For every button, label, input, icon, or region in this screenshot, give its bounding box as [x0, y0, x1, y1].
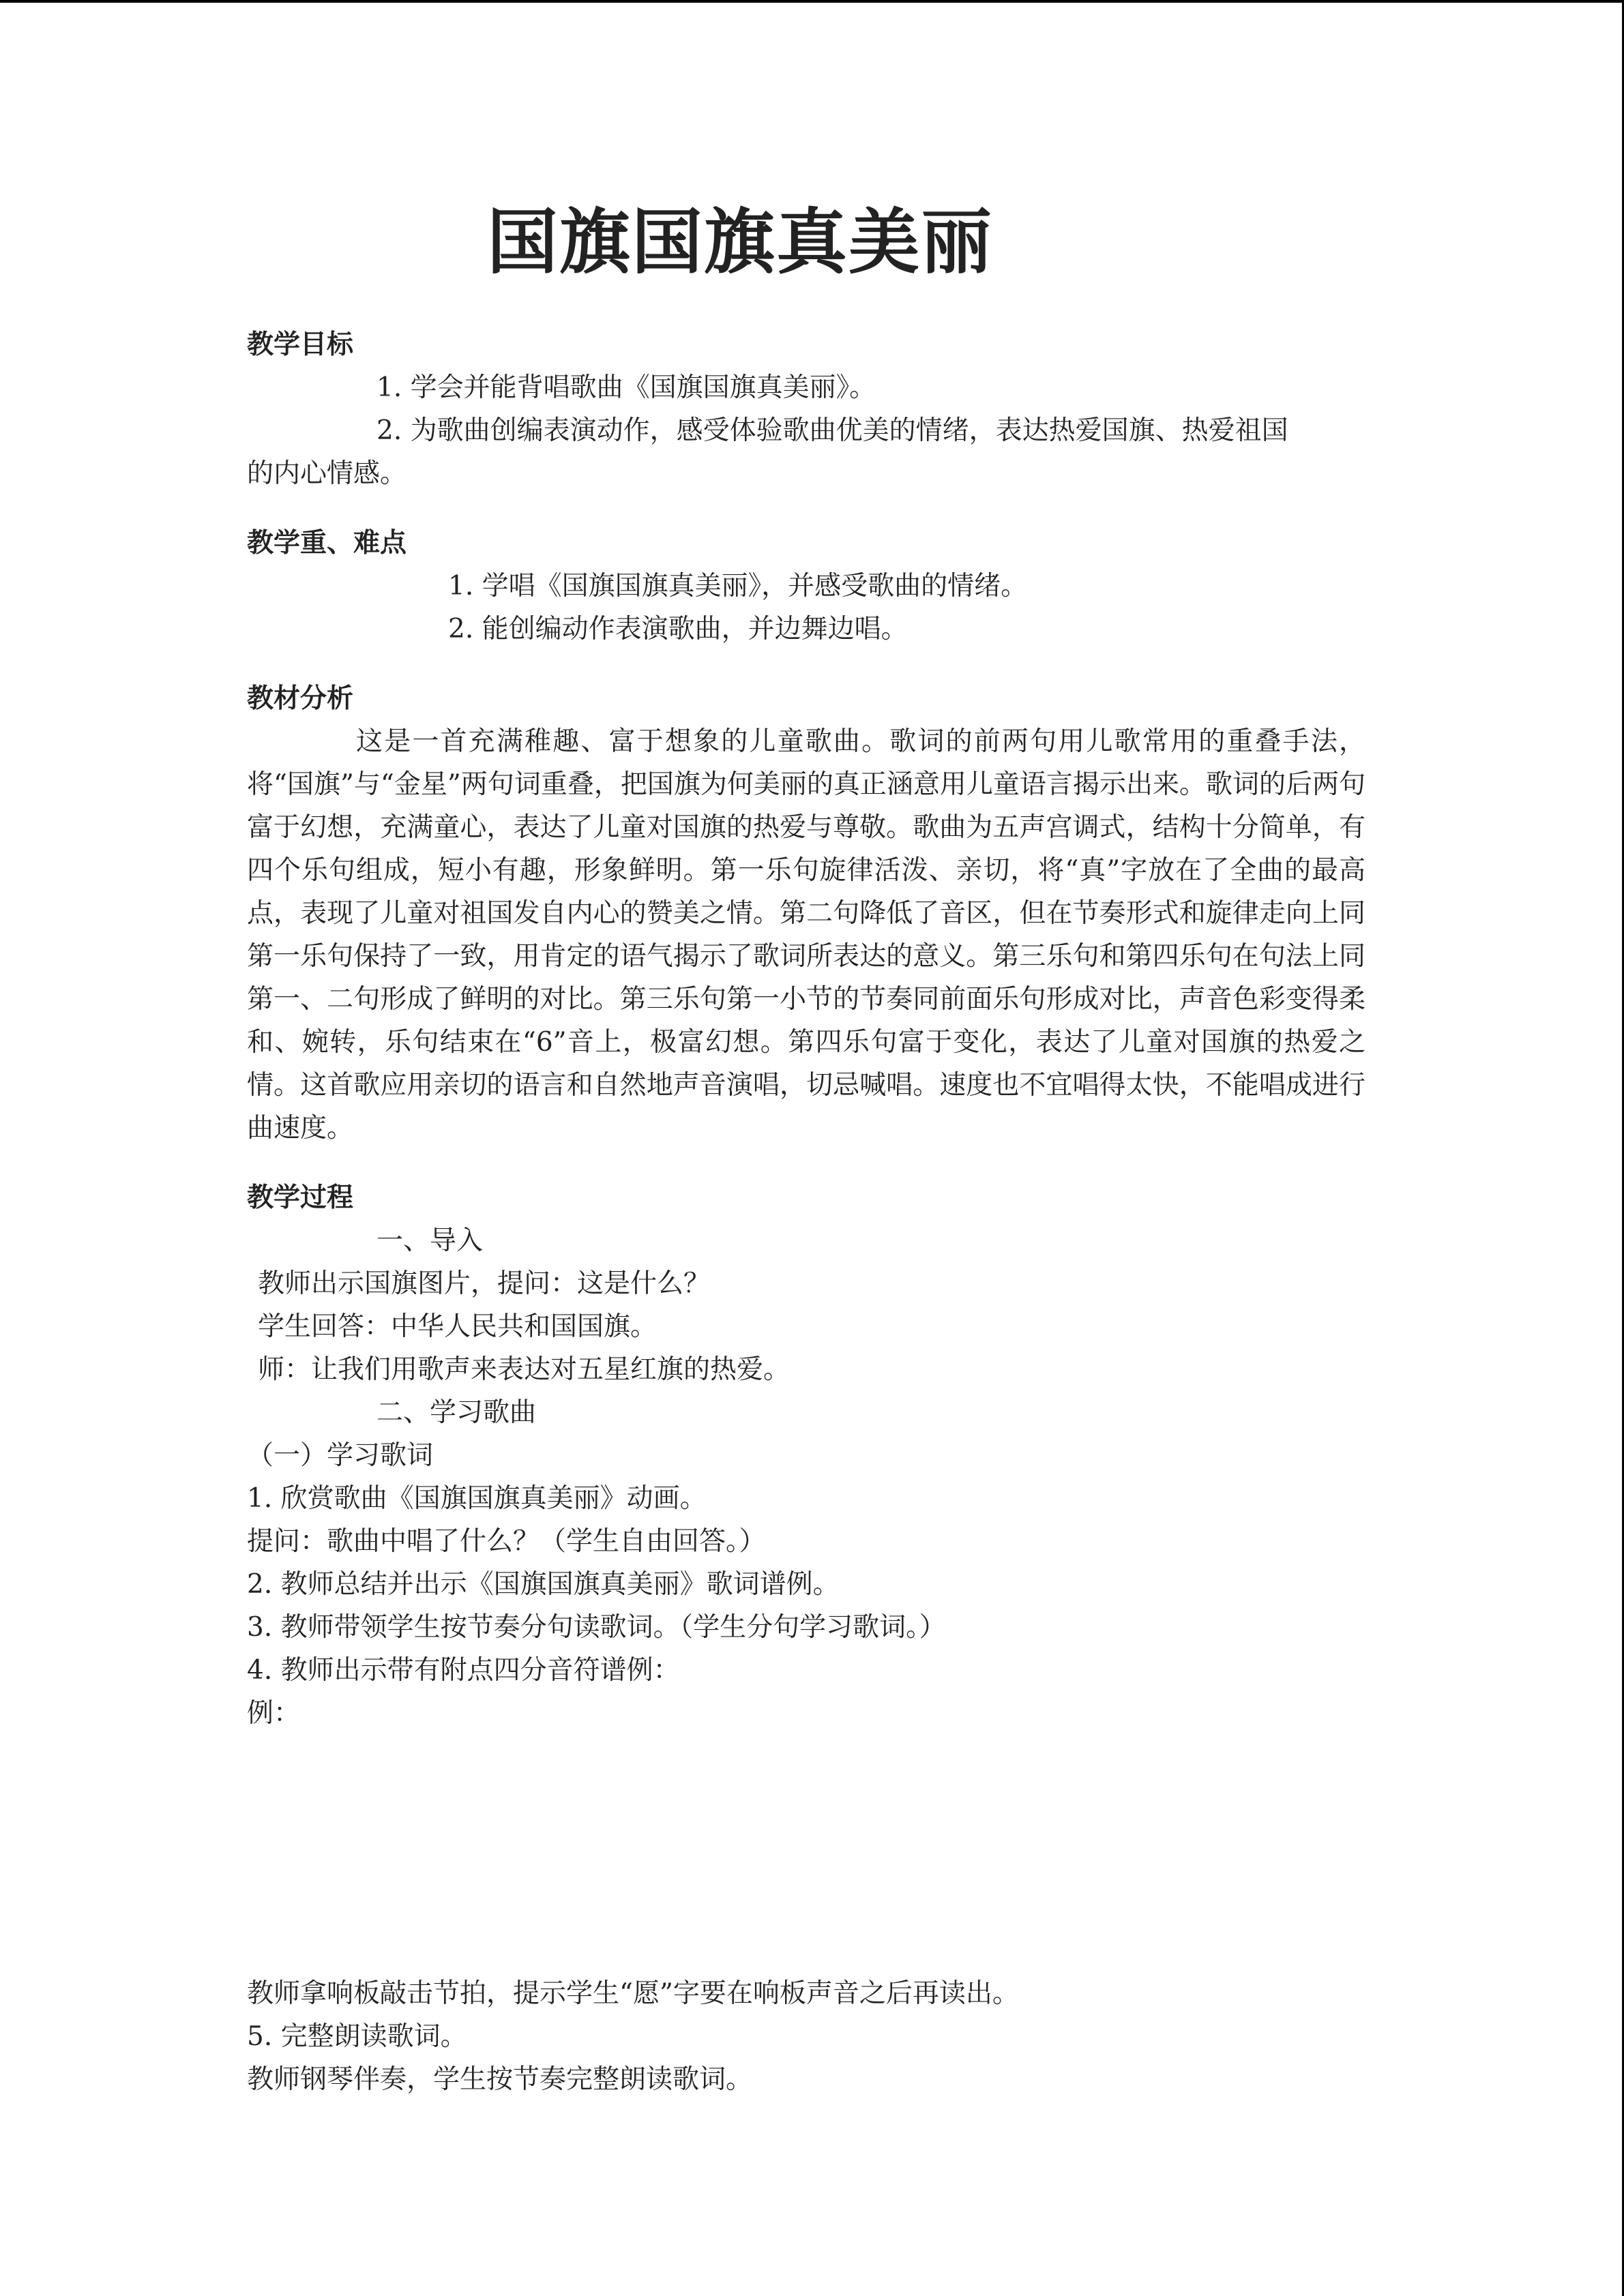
process-line: 教师出示国旗图片，提问：这是什么？ [258, 1268, 711, 1299]
top-border [0, 0, 1624, 3]
process-line: 1. 欣赏歌曲《国旗国旗真美丽》动画。 [247, 1483, 707, 1514]
process-line: 3. 教师带领学生按节奏分句读歌词。（学生分句学习歌词。） [247, 1612, 946, 1643]
process-line: 4. 教师出示带有附点四分音符谱例： [247, 1655, 680, 1686]
process-line: 5. 完整朗读歌词。 [247, 2021, 467, 2052]
process-line: 教师钢琴伴奏，学生按节奏完整朗读歌词。 [247, 2064, 753, 2095]
key-point-1: 1. 学唱《国旗国旗真美丽》，并感受歌曲的情绪。 [448, 571, 1028, 601]
process-step-learn: 二、学习歌曲 [377, 1397, 537, 1428]
goal-item-2: 2. 为歌曲创编表演动作，感受体验歌曲优美的情绪，表达热爱国旗、热爱祖国 [377, 415, 1288, 446]
process-line: 提问：歌曲中唱了什么？（学生自由回答。） [247, 1526, 766, 1557]
goals-heading: 教学目标 [247, 329, 354, 360]
goal-item-1: 1. 学会并能背唱歌曲《国旗国旗真美丽》。 [377, 372, 876, 403]
goal-item-2-cont: 的内心情感。 [247, 458, 407, 489]
page-title: 国旗国旗真美丽 [486, 200, 993, 284]
process-line: 教师拿响板敲击节拍，提示学生“愿”字要在响板声音之后再读出。 [247, 1978, 1019, 2009]
analysis-paragraph: 这是一首充满稚趣、富于想象的儿童歌曲。歌词的前两句用儿歌常用的重叠手法，将“国旗”与“金星”两句词重叠，把国旗为何美丽的真正涵意用儿童语言揭示出来。歌词的后两句富于幻想，充满童心，表达了儿童对国旗的热爱与尊敬。歌曲为五声宫调式，结构十分简单，有四个乐句组成，短小有趣，形象鲜明。第一乐句旋律活泼、亲切，将“真”字放在了全曲的最高点，表现了儿童对祖国发自内心的赞美之情。第二句降低了音区，但在节奏形式和旋律走向上同第一乐句保持了一致，用肯定的语气揭示了歌词所表达的意义。第三乐句和第四乐句在句法上同第一、二句形成了鲜明的对比。第三乐句第一小节的节奏同前面乐句形成对比，声音色彩变得柔和、婉转，乐句结束在“6”音上，极富幻想。第四乐句富于变化，表达了儿童对国旗的热爱之情。这首歌应用亲切的语言和自然地声音演唱，切忌喊唱。速度也不宜唱得太快，不能唱成进行曲速度。 [247, 726, 1365, 1144]
document-body [247, 323, 1365, 2101]
key-point-2: 2. 能创编动作表演歌曲，并边舞边唱。 [448, 614, 908, 644]
key-points-heading: 教学重、难点 [247, 528, 407, 558]
process-step-intro: 一、导入 [377, 1225, 484, 1256]
example-blank-area [247, 1735, 1365, 1972]
process-line: 2. 教师总结并出示《国旗国旗真美丽》歌词谱例。 [247, 1569, 840, 1600]
process-line: 学生回答：中华人民共和国国旗。 [258, 1311, 658, 1342]
process-line: （一）学习歌词 [247, 1440, 434, 1471]
process-heading: 教学过程 [247, 1182, 354, 1213]
example-label: 例： [247, 1698, 301, 1729]
analysis-heading: 教材分析 [247, 683, 354, 714]
process-line: 师：让我们用歌声来表达对五星红旗的热爱。 [258, 1354, 791, 1385]
